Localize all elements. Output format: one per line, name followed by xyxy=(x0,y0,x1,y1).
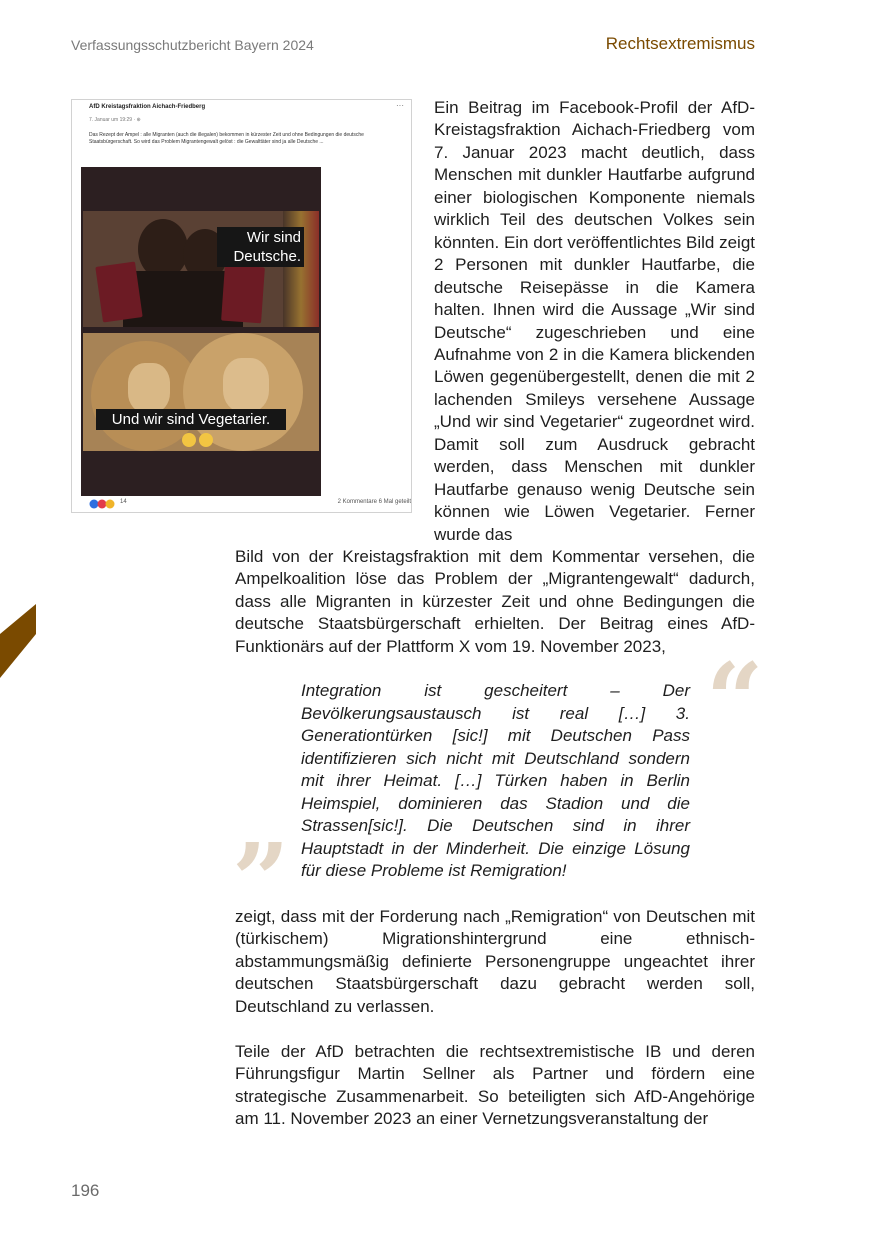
closing-quote-mark-icon: ” xyxy=(232,821,290,939)
laughing-smiley-icon xyxy=(182,433,196,447)
reaction-count: 14 xyxy=(120,499,127,505)
meme-caption-bottom: Und wir sind Vegetarier. xyxy=(96,409,286,430)
comment-share-stats: 2 Kommentare 6 Mal geteilt xyxy=(337,499,411,505)
body-paragraph-1-continued: Bild von der Kreistagsfraktion mit dem Kommentar versehen, die Ampelkoalition löse das Problem der „Migrantengewalt“ dadurch, dass alle Migranten in kürzester Zeit und ohne Bedingungen die deutsche Staatsbürgerschaft erhielten. Der Beitrag eines AfD-Funktionärs auf der Plattform X vom 19. November 2023, xyxy=(235,547,755,656)
reaction-icons xyxy=(89,499,119,509)
meme-caption-top: Wir sind Deutsche. xyxy=(217,227,304,267)
laughing-smiley-icon xyxy=(199,433,213,447)
post-text: Das Rezept der Ampel : alle Migranten (auch die illegalen) bekommen in kürzester Zeit und ohne Bedingungen die deutsche Staatsbürgerschaft. So wird das Problem Migrantengewalt gelöst : die Gewalttäter sind ja alle Deutsche ... xyxy=(89,132,364,145)
more-options-icon: ··· xyxy=(396,101,404,110)
opening-quote-mark-icon: “ xyxy=(706,641,764,759)
post-footer xyxy=(72,498,411,512)
meme-image xyxy=(81,167,321,496)
running-header-title: Verfassungsschutzbericht Bayern 2024 xyxy=(71,37,314,53)
body-paragraph-1: Ein Beitrag im Facebook-Profil der AfD-Kreistagsfraktion Aichach-Friedberg vom 7. Januar 2023 macht deutlich, dass Menschen mit dunkler Hautfarbe aufgrund einer biologischen Komponente niemals wirklich Teil des deutschen Volkes sein könnten. Ein dort veröffentlichtes Bild zeigt 2 Personen mit dunkler Hautfarbe, die deutsche Reisepässe in die Kamera halten. Ihnen wird die Aussage „Wir sind Deutsche“ zugeschrieben und eine Aufnahme von 2 in die Kamera blickenden Löwen gegenübergestellt, denen die mit 2 lachenden Smileys versehene Aussage „Und wir sind Vegetarier“ zugeordnet wird. Damit soll zum Ausdruck gebracht werden, dass Menschen mit dunkler Hautfarbe genauso wenig Deutsche sein können wie Löwen Vegetarier. Ferner wurde das xyxy=(434,98,755,544)
body-paragraph-3: Teile der AfD betrachten die rechtsextremistische IB und deren Führungsfigur Martin Sellner als Partner und fördern eine strategische Zusammenarbeit. So beteiligten sich AfD-Angehörige am 11. November 2023 an einer Vernetzungsveranstaltung der xyxy=(235,1042,755,1129)
body-paragraph-2: zeigt, dass mit der Forderung nach „Remigration“ von Deutschen mit (türkischem) Migrationshintergrund eine ethnisch-abstammungsmäßig definierte Personengruppe ungeachtet ihrer deutschen Staatsbürgerschaft dazu gebracht werden soll, Deutschland zu verlassen. xyxy=(235,907,755,1016)
section-title: Rechtsextremismus xyxy=(605,34,755,53)
page-number: 196 xyxy=(71,1181,100,1200)
facebook-post-screenshot xyxy=(71,99,412,513)
post-author: AfD Kreistagsfraktion Aichach-Friedberg xyxy=(89,104,206,110)
blockquote: Integration ist gescheitert – Der Bevölkerungsaustausch ist real […] 3. Generationtürken [sic!] mit Deutschen Pass identifizieren sich nicht mit Deutschland sondern mit ihrer Heimat. […] Türken haben in Berlin Heimspiel, dominieren das Stadion und die Strassen[sic!]. Die Deutschen sind in ihrer Hauptstadt in der Minderheit. Die einzige Lösung für diese Probleme ist Remigration! xyxy=(301,681,690,880)
page-edge-accent xyxy=(0,604,36,678)
post-date: 7. Januar um 19:29 · ⊕ xyxy=(89,117,141,123)
